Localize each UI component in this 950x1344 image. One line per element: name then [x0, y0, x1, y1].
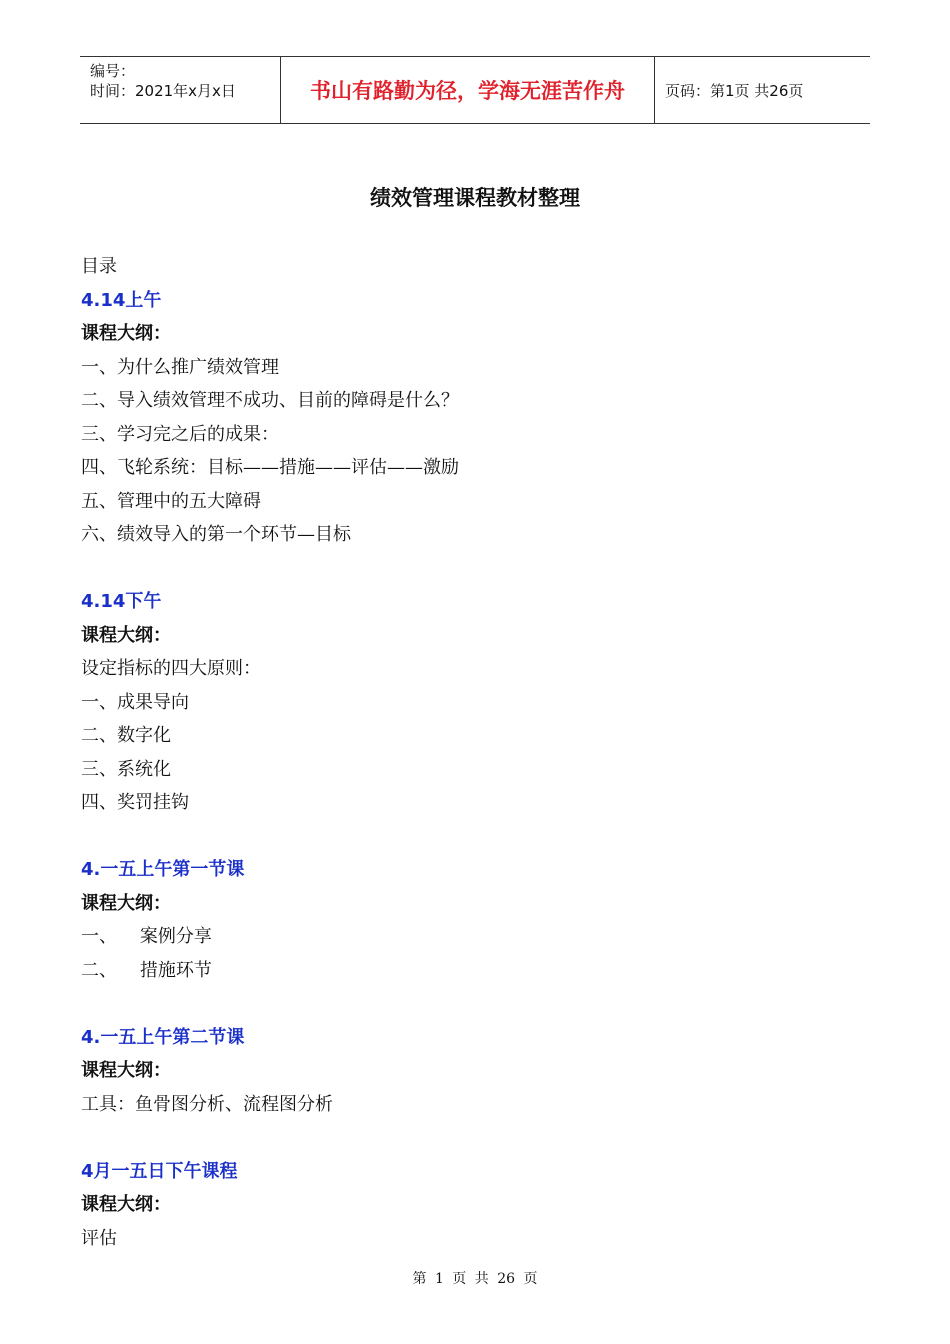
outline-label: 课程大纲： [81, 1194, 171, 1215]
section-spacer [81, 820, 871, 854]
section-spacer [81, 987, 871, 1021]
number-label: 编号： [90, 62, 136, 80]
list-item: 一、为什么推广绩效管理 [81, 356, 279, 378]
list-item: 四、奖罚挂钩 [81, 792, 189, 813]
section-heading: 4.一五上午第一节课 [81, 859, 245, 880]
section-heading: 4月一五日下午课程 [81, 1160, 238, 1182]
page-header [80, 56, 870, 124]
list-item: 设定指标的四大原则： [81, 658, 261, 679]
list-item: 三、学习完之后的成果： [81, 423, 279, 445]
header-motto [281, 57, 655, 123]
toc-label: 目录 [81, 256, 117, 277]
list-item: 六、绩效导入的第一个环节—目标 [81, 524, 351, 545]
outline-label: 课程大纲： [81, 624, 171, 646]
list-item: 一、成果导向 [81, 691, 189, 713]
page-info-text: 页码：第1页 共26页 [665, 81, 804, 100]
list-item: 二、数字化 [81, 725, 171, 746]
outline-label: 课程大纲： [81, 1060, 171, 1081]
list-item: 二、导入绩效管理不成功、目前的障碍是什么？ [81, 390, 459, 411]
list-item: 四、飞轮系统：目标——措施——评估——激励 [81, 457, 459, 478]
header-meta [80, 57, 281, 123]
header-page-info [655, 57, 870, 123]
list-item: 一、 案例分享 [81, 926, 212, 947]
section-spacer [81, 1121, 871, 1155]
time-label: 时间：2021年x月x日 [90, 82, 236, 100]
section-heading: 4.14上午 [81, 289, 162, 311]
page-footer: 第 1 页 共 26 页 [412, 1271, 538, 1287]
motto-text: 书山有路勤为径，学海无涯苦作舟 [310, 79, 625, 103]
outline-label: 课程大纲： [81, 323, 171, 344]
section-heading: 4.14下午 [81, 591, 162, 612]
list-item: 二、 措施环节 [81, 959, 212, 981]
document-body [81, 250, 871, 1255]
list-item: 三、系统化 [81, 758, 171, 780]
document-title: 绩效管理课程教材整理 [370, 186, 580, 210]
section-heading: 4.一五上午第二节课 [81, 1026, 245, 1048]
outline-label: 课程大纲： [81, 892, 171, 914]
list-item: 工具：鱼骨图分析、流程图分析 [81, 1093, 333, 1115]
list-item: 五、管理中的五大障碍 [81, 490, 261, 512]
list-item: 评估 [81, 1227, 117, 1249]
section-spacer [81, 552, 871, 586]
